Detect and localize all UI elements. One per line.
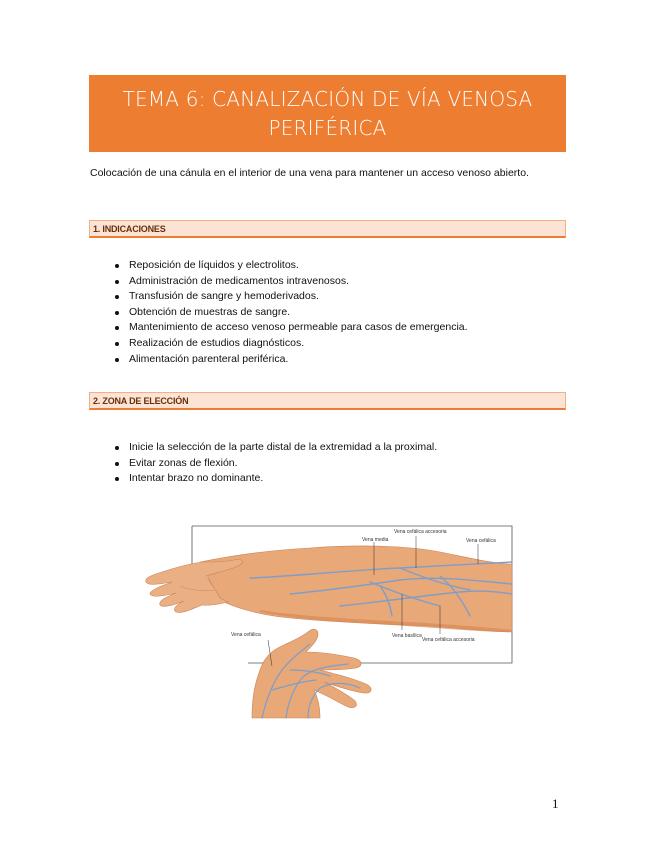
list-item: Inicie la selección de la parte distal de la extremidad a la proximal. [113,440,437,456]
page-number: 1 [552,796,559,811]
label-vena-cefalica-accesoria-top: Vena cefálica accesoria [394,529,447,535]
page-title-line-2: PERIFÉRICA [268,115,387,140]
section-heading-indicaciones: 1. INDICACIONES [89,220,566,238]
list-item: Obtención de muestras de sangre. [113,305,468,321]
list-item: Reposición de líquidos y electrolitos. [113,258,468,274]
label-vena-media: Vena media [362,537,389,543]
list-item: Intentar brazo no dominante. [113,471,437,487]
title-banner [89,75,566,152]
list-item: Realización de estudios diagnósticos. [113,336,468,352]
list-item: Alimentación parenteral periférica. [113,352,468,368]
list-item: Evitar zonas de flexión. [113,456,437,472]
arm-veins-illustration [140,520,520,720]
label-vena-cefalica-hand: Vena cefálica [231,632,261,638]
zona-eleccion-list [113,440,437,487]
indicaciones-list [113,258,468,367]
label-vena-cefalica-accesoria-bottom: Vena cefálica accesoria [422,637,475,643]
section-heading-zona-eleccion: 2. ZONA DE ELECCIÓN [89,392,566,410]
list-item: Transfusión de sangre y hemoderivados. [113,289,468,305]
back-of-hand-shape [252,629,371,718]
intro-paragraph: Colocación de una cánula en el interior de una vena para mantener un acceso venoso abierto. [90,167,529,179]
page-title-line-1: TEMA 6: CANALIZACIÓN DE VÍA VENOSA [122,86,533,111]
list-item: Mantenimiento de acceso venoso permeable para casos de emergencia. [113,320,468,336]
label-vena-basilica: Vena basílica [392,633,422,639]
list-item: Administración de medicamentos intravenosos. [113,274,468,290]
label-vena-cefalica-right: Vena cefálica [466,538,496,544]
